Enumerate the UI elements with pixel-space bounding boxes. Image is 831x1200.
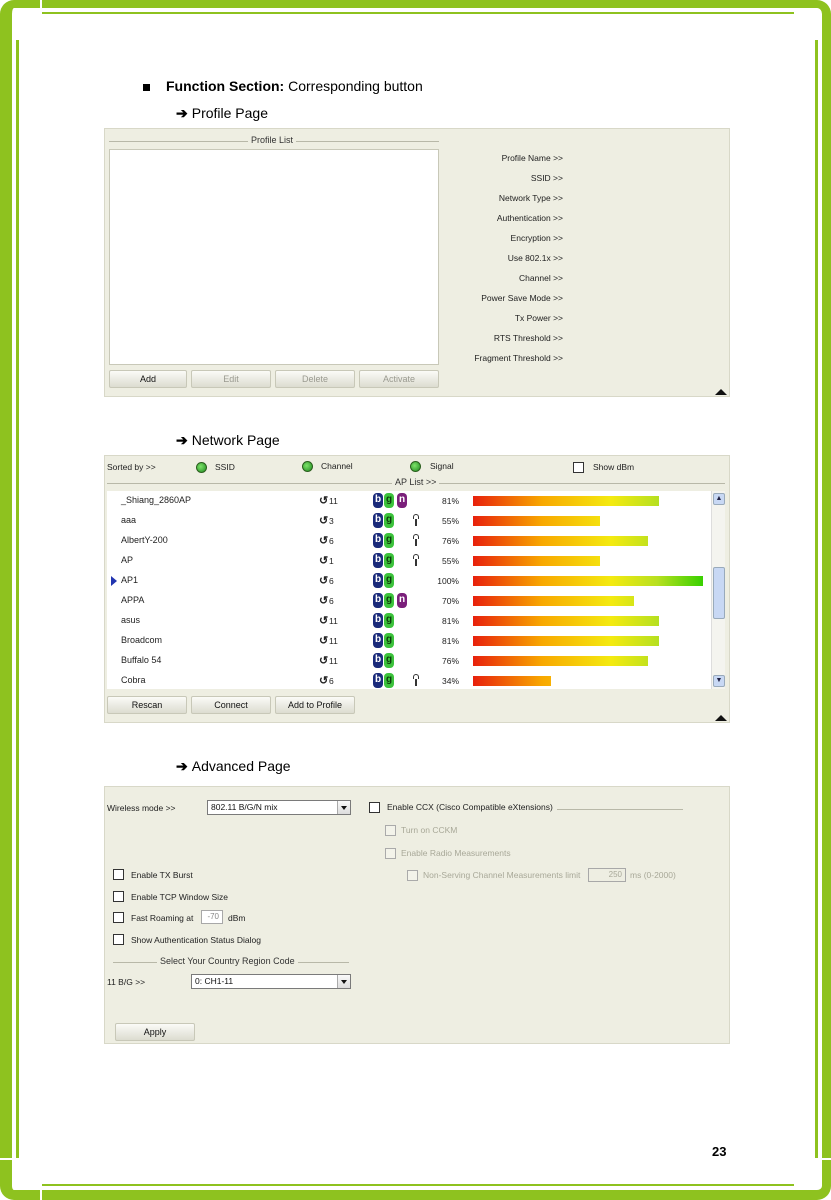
ap-signal-percent: 76% (441, 656, 459, 666)
ap-ssid: AP (121, 555, 134, 565)
ap-row[interactable] (107, 591, 711, 611)
ap-row[interactable] (107, 571, 711, 591)
enable-tx-burst-label: Enable TX Burst (131, 870, 193, 880)
function-section-heading (143, 78, 423, 94)
mode-b-icon: b (373, 593, 383, 608)
turn-on-cckm-checkbox[interactable] (385, 825, 396, 836)
network-type-icon: ↺ (319, 515, 329, 527)
network-type-icon: ↺ (319, 575, 329, 587)
selected-arrow-icon (111, 576, 117, 586)
fast-roaming-input[interactable]: -70 (201, 910, 223, 924)
network-type-icon: ↺ (319, 535, 329, 547)
profile-property-label: RTS Threshold >> (493, 333, 563, 343)
enable-tcp-window-checkbox[interactable] (113, 891, 124, 902)
ap-channel: 11 (329, 656, 338, 666)
mode-g-icon: g (384, 593, 394, 608)
profile-property-label: Profile Name >> (501, 153, 563, 163)
mode-g-icon: g (384, 553, 394, 568)
ap-signal-percent: 76% (441, 536, 459, 546)
network-type-icon: ↺ (319, 655, 329, 667)
mode-b-icon: b (373, 653, 383, 668)
ap-channel: 6 (329, 536, 334, 546)
ap-ssid: _Shiang_2860AP (121, 495, 192, 505)
advanced-page-title: Advanced Page (191, 758, 291, 774)
mode-n-icon: n (397, 593, 407, 608)
page-number: 23 (712, 1144, 727, 1159)
profile-property-label: Encryption >> (510, 233, 563, 243)
mode-b-icon: b (373, 513, 383, 528)
delete-button[interactable]: Delete (275, 370, 355, 388)
mode-b-icon: b (373, 673, 383, 688)
network-panel (104, 455, 730, 723)
profile-property-label: Tx Power >> (514, 313, 563, 323)
add-button[interactable]: Add (109, 370, 187, 388)
ap-signal-bar (473, 636, 659, 646)
advanced-page-heading (176, 758, 291, 775)
ap-ssid: AP1 (121, 575, 139, 585)
ap-ssid: Cobra (121, 675, 146, 685)
network-page-title: Network Page (191, 432, 280, 448)
arrow-right-icon: ➔ (176, 758, 188, 774)
frame-corner-bottom-left (0, 1160, 40, 1200)
enable-radio-measurements-label: Enable Radio Measurements (401, 848, 511, 858)
ap-channel: 6 (329, 676, 334, 686)
frame-corner-bottom-right (791, 1160, 831, 1200)
apply-button[interactable]: Apply (115, 1023, 195, 1041)
ap-ssid: Broadcom (121, 635, 163, 645)
rescan-button[interactable]: Rescan (107, 696, 187, 714)
ap-channel: 1 (329, 556, 334, 566)
mode-b-icon: b (373, 493, 383, 508)
advanced-panel (104, 786, 730, 1044)
ap-ssid: AlbertY-200 (121, 535, 168, 545)
network-type-icon: ↺ (319, 495, 329, 507)
network-type-icon: ↺ (319, 675, 329, 687)
encryption-key-icon (413, 514, 419, 524)
arrow-right-icon: ➔ (176, 105, 188, 121)
mode-b-icon: b (373, 573, 383, 588)
sort-channel-label: Channel (321, 461, 353, 471)
frame-left (0, 40, 12, 1158)
enable-tx-burst-checkbox[interactable] (113, 869, 124, 880)
mode-n-icon: n (397, 493, 407, 508)
ap-signal-bar (473, 536, 648, 546)
non-serving-label: Non-Serving Channel Measurements limit (423, 870, 581, 880)
profile-property-label: SSID >> (530, 173, 563, 183)
ap-signal-percent: 81% (441, 636, 459, 646)
enable-radio-measurements-checkbox[interactable] (385, 848, 396, 859)
network-type-icon: ↺ (319, 595, 329, 607)
mode-b-icon: b (373, 633, 383, 648)
frame-inner-left (16, 40, 19, 1158)
scroll-up-icon[interactable]: ▲ (713, 493, 725, 505)
profile-property-label: Channel >> (519, 273, 563, 283)
profile-list-box[interactable] (109, 149, 439, 365)
scroll-thumb[interactable] (713, 567, 725, 619)
edit-button[interactable]: Edit (191, 370, 271, 388)
profile-property-label: Fragment Threshold >> (474, 353, 563, 363)
encryption-key-icon (413, 554, 419, 564)
ap-row[interactable] (107, 671, 711, 691)
ap-channel: 3 (329, 516, 334, 526)
encryption-key-icon (413, 674, 419, 684)
show-auth-dialog-label: Show Authentication Status Dialog (131, 935, 261, 945)
ap-signal-percent: 81% (441, 616, 459, 626)
ap-row[interactable] (107, 511, 711, 531)
frame-inner-bottom (42, 1184, 794, 1186)
frame-right (822, 40, 831, 1158)
mode-g-icon: g (384, 533, 394, 548)
mode-g-icon: g (384, 493, 394, 508)
frame-corner-top-left (0, 0, 40, 40)
fast-roaming-checkbox[interactable] (113, 912, 124, 923)
network-page-heading (176, 432, 280, 449)
encryption-key-icon (413, 534, 419, 544)
fast-roaming-unit: dBm (228, 913, 246, 923)
country-region-select[interactable] (191, 974, 351, 989)
ap-channel: 6 (329, 596, 334, 606)
fast-roaming-label: Fast Roaming at (131, 913, 194, 923)
mode-g-icon: g (384, 633, 394, 648)
ap-signal-bar (473, 616, 659, 626)
add-to-profile-button[interactable]: Add to Profile (275, 696, 355, 714)
country-region-value: 0: CH1-11 (195, 976, 234, 986)
profile-property-label: Use 802.1x >> (507, 253, 563, 263)
chevron-down-icon[interactable] (337, 975, 350, 988)
non-serving-input[interactable]: 250 (588, 868, 626, 882)
ap-row[interactable] (107, 491, 711, 511)
show-dbm-label: Show dBm (593, 462, 635, 472)
ap-signal-percent: 55% (441, 516, 459, 526)
ap-signal-percent: 100% (437, 576, 459, 586)
country-group-title: Select Your Country Region Code (157, 956, 298, 966)
frame-bottom (42, 1190, 794, 1200)
profile-property-label: Authentication >> (496, 213, 563, 223)
ap-channel: 11 (329, 636, 338, 646)
chevron-down-icon[interactable] (337, 801, 350, 814)
non-serving-checkbox[interactable] (407, 870, 418, 881)
show-dbm-checkbox[interactable] (573, 462, 584, 473)
profile-page-title: Profile Page (191, 105, 269, 121)
ap-channel: 11 (329, 496, 338, 506)
ap-channel: 11 (329, 616, 338, 626)
enable-ccx-checkbox[interactable] (369, 802, 380, 813)
ap-ssid: APPA (121, 595, 145, 605)
activate-button[interactable]: Activate (359, 370, 439, 388)
frame-inner-top (42, 12, 794, 14)
mode-b-icon: b (373, 533, 383, 548)
sort-channel-radio[interactable] (302, 461, 313, 472)
connect-button[interactable]: Connect (191, 696, 271, 714)
arrow-right-icon: ➔ (176, 432, 188, 448)
wireless-mode-select[interactable] (207, 800, 351, 815)
scroll-down-icon[interactable]: ▼ (713, 675, 725, 687)
profile-panel (104, 128, 730, 397)
ap-signal-percent: 34% (441, 676, 459, 686)
ap-signal-bar (473, 556, 600, 566)
ap-signal-percent: 81% (441, 496, 459, 506)
collapse-up-icon[interactable] (715, 715, 727, 721)
profile-property-label: Network Type >> (498, 193, 563, 203)
mode-b-icon: b (373, 553, 383, 568)
mode-g-icon: g (384, 613, 394, 628)
ap-row[interactable] (107, 631, 711, 651)
ap-signal-percent: 70% (441, 596, 459, 606)
ap-row[interactable] (107, 531, 711, 551)
ap-signal-bar (473, 656, 648, 666)
frame-corner-top-right (791, 0, 831, 40)
collapse-up-icon[interactable] (715, 389, 727, 395)
ap-signal-bar (473, 516, 600, 526)
ap-list[interactable] (107, 491, 725, 689)
non-serving-unit: ms (0-2000) (630, 870, 676, 880)
function-section-bold: Function Section: (166, 78, 285, 94)
ap-row[interactable] (107, 611, 711, 631)
show-auth-dialog-checkbox[interactable] (113, 934, 124, 945)
ap-ssid: Buffalo 54 (121, 655, 162, 665)
mode-b-icon: b (373, 613, 383, 628)
sort-signal-label: Signal (430, 461, 454, 471)
network-type-icon: ↺ (319, 635, 329, 647)
sort-signal-radio[interactable] (410, 461, 421, 472)
country-region-label: 11 B/G >> (107, 977, 146, 987)
ap-signal-bar (473, 576, 703, 586)
frame-top (42, 0, 794, 8)
network-type-icon: ↺ (319, 555, 329, 567)
ap-row[interactable] (107, 551, 711, 571)
mode-g-icon: g (384, 673, 394, 688)
mode-g-icon: g (384, 573, 394, 588)
ap-signal-bar (473, 676, 551, 686)
ap-ssid: asus (121, 615, 141, 625)
ap-list-scrollbar[interactable] (711, 491, 725, 689)
mode-g-icon: g (384, 513, 394, 528)
ap-signal-percent: 55% (441, 556, 459, 566)
ap-channel: 6 (329, 576, 334, 586)
wireless-mode-label: Wireless mode >> (107, 803, 176, 813)
profile-list-title: Profile List (248, 135, 296, 145)
ap-list-title: AP List >> (392, 477, 439, 487)
sorted-by-label: Sorted by >> (107, 462, 156, 472)
ap-ssid: aaa (121, 515, 137, 525)
sort-ssid-label: SSID (215, 462, 235, 472)
function-section-text: Corresponding button (284, 78, 423, 94)
ap-signal-bar (473, 496, 659, 506)
mode-g-icon: g (384, 653, 394, 668)
network-type-icon: ↺ (319, 615, 329, 627)
enable-tcp-window-label: Enable TCP Window Size (131, 892, 229, 902)
frame-inner-right (815, 40, 818, 1158)
wireless-mode-value: 802.11 B/G/N mix (211, 802, 278, 812)
ccx-group-line (557, 809, 683, 810)
turn-on-cckm-label: Turn on CCKM (401, 825, 458, 835)
profile-page-heading (176, 105, 268, 122)
enable-ccx-label: Enable CCX (Cisco Compatible eXtensions) (387, 802, 553, 812)
ap-row[interactable] (107, 651, 711, 671)
profile-property-label: Power Save Mode >> (481, 293, 563, 303)
ap-signal-bar (473, 596, 634, 606)
sort-ssid-radio[interactable] (196, 462, 207, 473)
square-bullet-icon (143, 84, 150, 91)
